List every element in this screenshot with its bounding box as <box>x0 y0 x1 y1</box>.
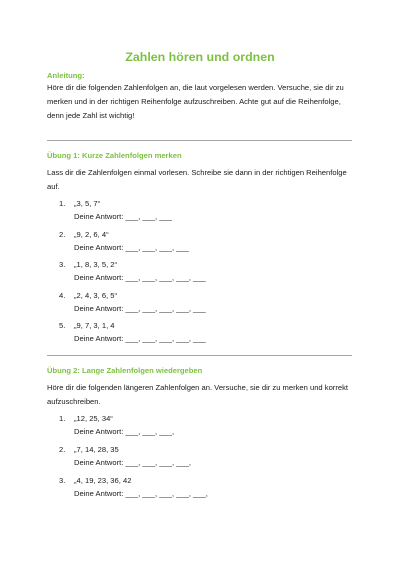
section-divider <box>47 140 352 141</box>
exercise1-text: Lass dir die Zahlenfolgen einmal vorlesen. Schreibe sie dann in der richtigen Reihenfolge auf. <box>47 168 347 191</box>
list-item <box>59 228 189 254</box>
answer-line: Deine Antwort: ___, ___, ___, ___ <box>74 243 189 252</box>
list-item <box>59 289 206 315</box>
item-number: 2. <box>59 230 66 239</box>
item-number: 1. <box>59 414 66 423</box>
number-sequence: „4, 19, 23, 36, 42 <box>74 476 132 485</box>
answer-line: Deine Antwort: ___, ___, ___, ___, ___ <box>74 334 206 343</box>
list-item <box>59 474 208 500</box>
number-sequence: „12, 25, 34“ <box>74 414 113 423</box>
item-number: 4. <box>59 291 66 300</box>
item-number: 2. <box>59 445 66 454</box>
list-item <box>59 412 174 438</box>
number-sequence: „3, 5, 7“ <box>74 199 101 208</box>
answer-line: Deine Antwort: ___, ___, ___, <box>74 427 175 436</box>
instructions-heading: Anleitung: <box>47 71 85 80</box>
item-number: 5. <box>59 321 66 330</box>
item-number: 1. <box>59 199 66 208</box>
number-sequence: „9, 2, 6, 4“ <box>74 230 109 239</box>
answer-line: Deine Antwort: ___, ___, ___ <box>74 212 172 221</box>
list-item <box>59 197 172 223</box>
list-item <box>59 443 191 469</box>
item-number: 3. <box>59 476 66 485</box>
page-title: Zahlen hören und ordnen <box>125 50 275 64</box>
number-sequence: „7, 14, 28, 35 <box>74 445 119 454</box>
answer-line: Deine Antwort: ___, ___, ___, ___, ___ <box>74 273 206 282</box>
list-item <box>59 258 206 284</box>
instructions-text: Höre dir die folgenden Zahlenfolgen an, die laut vorgelesen werden. Versuche, sie dir zu merken und in der richtigen Reihenfolge aufzuschreiben. Achte gut auf die Reihenfolge, denn jede Zahl ist wichtig! <box>47 83 344 120</box>
answer-line: Deine Antwort: ___, ___, ___, ___, ___, <box>74 489 208 498</box>
number-sequence: „9, 7, 3, 1, 4 <box>74 321 115 330</box>
section-divider <box>47 355 352 356</box>
number-sequence: „2, 4, 3, 6, 5“ <box>74 291 118 300</box>
exercise1-heading: Übung 1: Kurze Zahlenfolgen merken <box>47 151 182 160</box>
exercise2-text: Höre dir die folgenden längeren Zahlenfolgen an. Versuche, sie dir zu merken und korrekt aufzuschreiben. <box>47 383 348 406</box>
answer-line: Deine Antwort: ___, ___, ___, ___, ___ <box>74 304 206 313</box>
item-number: 3. <box>59 260 66 269</box>
list-item <box>59 319 206 345</box>
number-sequence: „1, 8, 3, 5, 2“ <box>74 260 118 269</box>
exercise2-heading: Übung 2: Lange Zahlenfolgen wiedergeben <box>47 366 203 375</box>
answer-line: Deine Antwort: ___, ___, ___, ___, <box>74 458 191 467</box>
